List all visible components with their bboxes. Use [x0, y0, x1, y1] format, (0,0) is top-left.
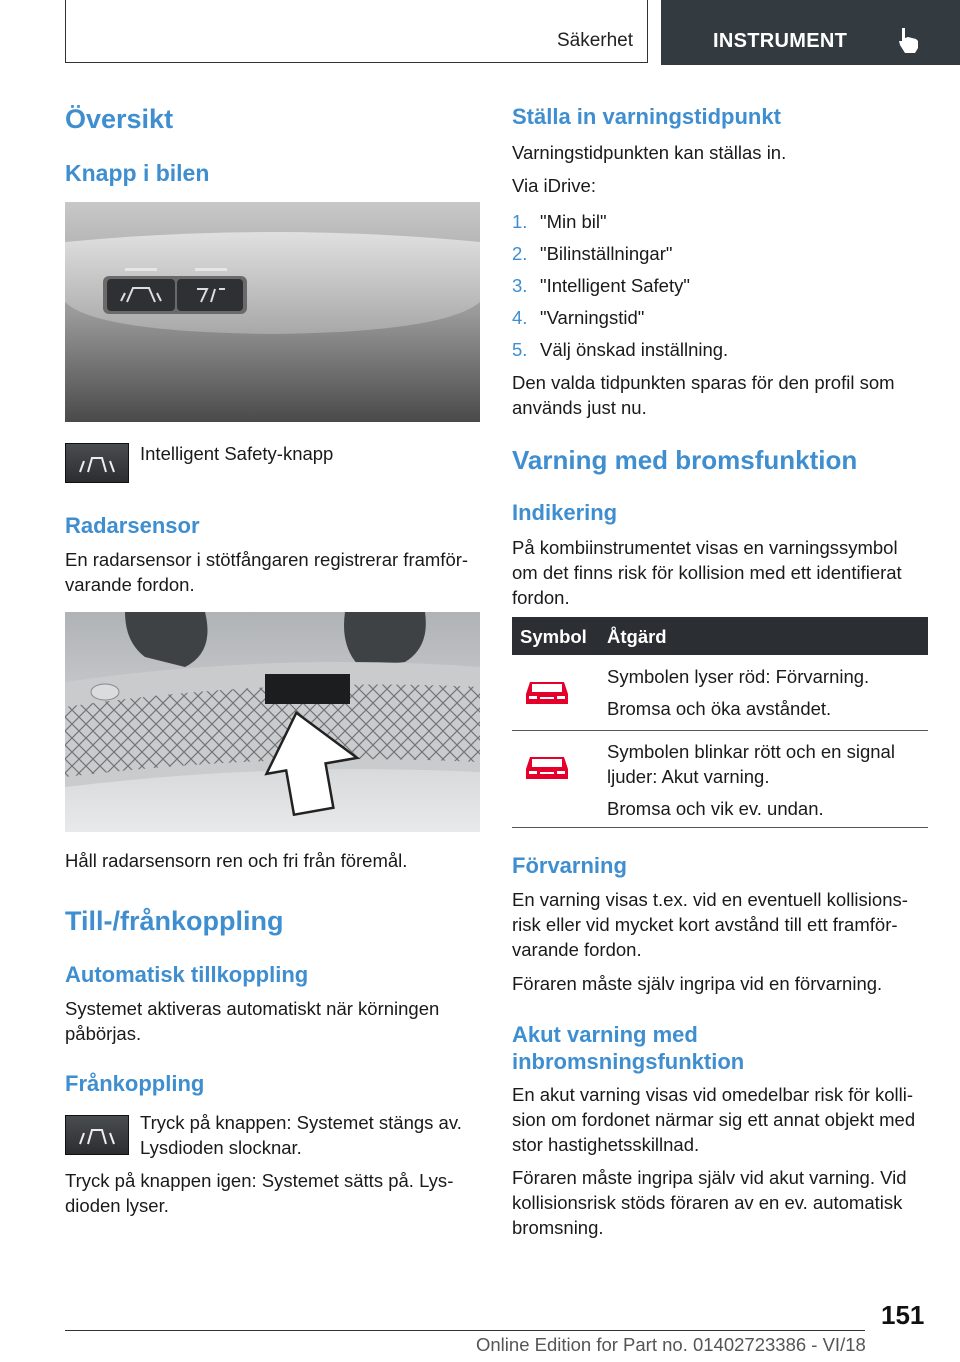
- button-panel-photo: [65, 202, 480, 422]
- heading-indication: Indikering: [512, 500, 618, 525]
- list-item: 1. "Min bil": [512, 211, 607, 232]
- off-text: Tryck på knappen: Systemet stängs av. Lysdioden slocknar.: [140, 1112, 462, 1158]
- acute-text-2: Föraren måste ingripa själv vid akut varning. Vid kollisionsrisk stöds föraren av en ev. automatisk bromsning.: [512, 1167, 907, 1238]
- section-title-on-off: Till-/frånkoppling: [65, 906, 284, 936]
- header-section-box: [65, 0, 648, 63]
- button-caption: Intelligent Safety-knapp: [140, 443, 334, 464]
- prewarn-text-1: En varning visas t.ex. vid en eventuell kollisionsrisk eller vid mycket kort avstånd till ett framförvarande fordon.: [512, 889, 908, 960]
- footer-rule: [65, 1330, 865, 1331]
- indication-text: På kombiinstrumentet visas en varningssymbol om det finns risk för kollision med ett identifierat fordon.: [512, 537, 902, 608]
- header-chapter-label: INSTRUMENT: [713, 30, 848, 52]
- car-warning-red-icon: [522, 672, 572, 710]
- pointing-hand-icon: [896, 26, 922, 54]
- intelligent-safety-button-icon-2: [65, 1115, 129, 1155]
- on-text: Tryck på knappen igen: Systemet sätts på. Lysdioden lyser.: [65, 1170, 454, 1216]
- intelligent-safety-button-icon: [65, 443, 129, 483]
- row2-text-a: Symbolen blinkar rött och en signal ljuder: Akut varning.: [607, 741, 895, 787]
- section-title-overview: Översikt: [65, 104, 174, 134]
- row1-text-a: Symbolen lyser röd: Förvarning.: [607, 666, 870, 687]
- via-idrive: Via iDrive:: [512, 175, 596, 196]
- row1-text-b: Bromsa och öka avståndet.: [607, 698, 832, 719]
- heading-button-in-car: Knapp i bilen: [65, 160, 210, 186]
- heading-prewarning: Förvarning: [512, 853, 627, 878]
- prewarn-text-2: Föraren måste själv ingripa vid en förvarning.: [512, 973, 883, 994]
- list-item: 2. "Bilinställningar": [512, 243, 673, 264]
- heading-automatic-activation: Automatisk tillkoppling: [65, 962, 309, 987]
- car-warning-flashing-icon: [522, 747, 572, 785]
- list-item: 4. "Varningstid": [512, 307, 645, 328]
- header-chapter-tab: [661, 0, 960, 65]
- table-row-divider: [512, 827, 928, 828]
- section-title-brake-warning: Varning med bromsfunktion: [512, 445, 858, 475]
- auto-text: Systemet aktiveras automatiskt när körningen påbörjas.: [65, 998, 440, 1044]
- warntime-text: Varningstidpunkten kan ställas in.: [512, 142, 787, 163]
- list-item: 5. Välj önskad inställning.: [512, 339, 729, 360]
- radar-text: En radarsensor i stötfångaren registrerar framförvarande fordon.: [65, 549, 469, 595]
- list-item: 3. "Intelligent Safety": [512, 275, 690, 296]
- radar-sensor-photo: [65, 612, 480, 832]
- saved-text: Den valda tidpunkten sparas för den profil som används just nu.: [512, 372, 895, 418]
- table-row-divider: [512, 730, 928, 731]
- row2-text-b: Bromsa och vik ev. undan.: [607, 798, 824, 819]
- radar-caption: Håll radarsensorn ren och fri från föremål.: [65, 850, 408, 871]
- header-section-label: Säkerhet: [556, 30, 633, 51]
- footer-edition: Online Edition for Part no. 01402723386 - VI/18: [476, 1334, 866, 1355]
- idrive-steps-list: [512, 206, 728, 366]
- page-number: 151: [881, 1300, 925, 1330]
- heading-warning-time: Ställa in varningstidpunkt: [512, 104, 781, 129]
- heading-radar-sensor: Radarsensor: [65, 513, 200, 538]
- heading-acute-warning: Akut varning med inbromsningsfunktion: [512, 1022, 745, 1074]
- symbol-table-header: [512, 617, 928, 655]
- col-symbol: Symbol: [520, 626, 587, 647]
- acute-text-1: En akut varning visas vid omedelbar risk för kollision om fordonet närmar sig ett annat objekt med stor hastighetsskillnad.: [512, 1084, 916, 1155]
- col-action: Åtgärd: [607, 626, 667, 647]
- heading-deactivation: Frånkoppling: [65, 1071, 205, 1096]
